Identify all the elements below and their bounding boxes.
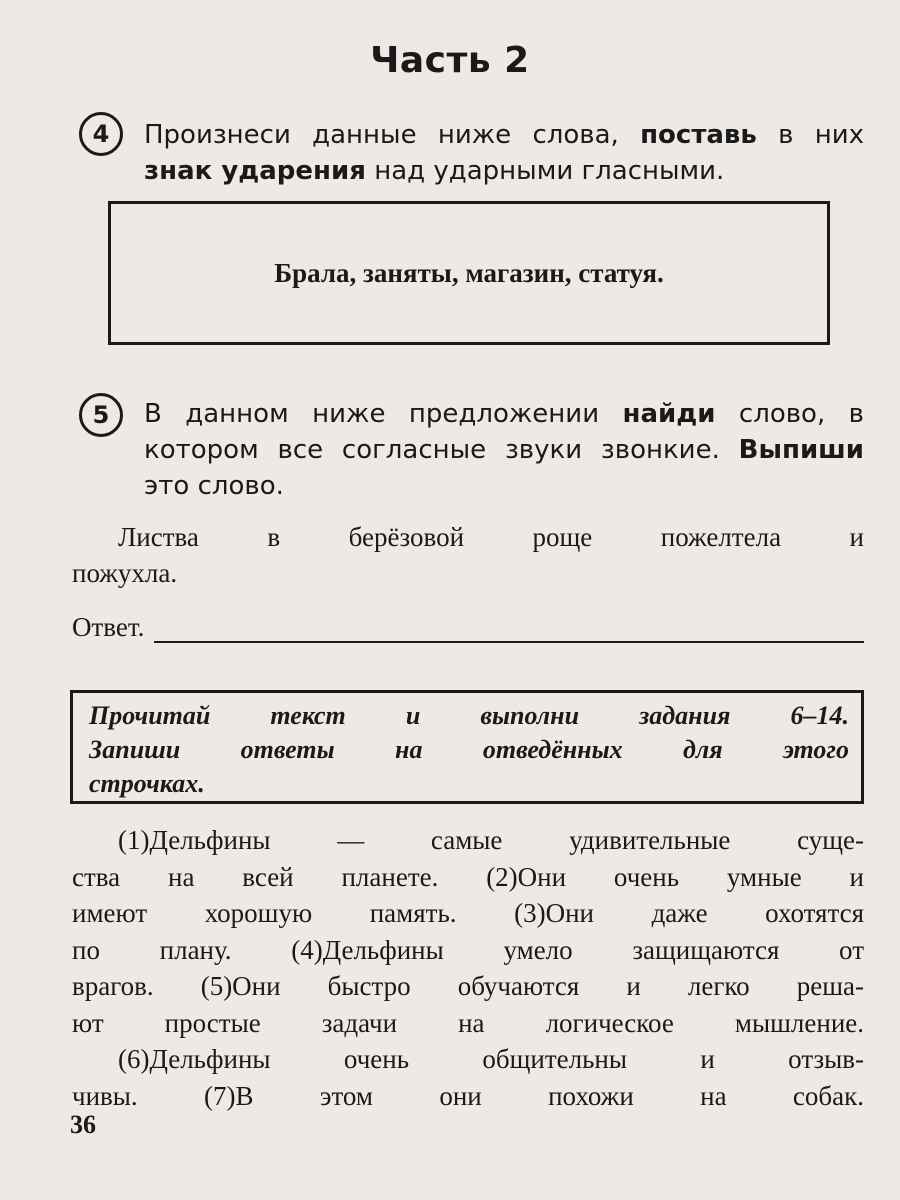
answer-label: Ответ. [72,612,145,642]
task-4-number: 4 [79,112,123,156]
text: в них [756,120,864,150]
instruction-line-2: Запиши ответы на отведённых для этого [89,735,849,764]
task-5-line-1 [144,396,864,432]
instruction-box [70,690,864,804]
task-5-sentence [72,519,864,591]
sentence-line-2: пожухла. [72,558,178,588]
text: Произнеси данные ниже слова, [144,120,641,150]
task-5-line-2 [144,432,864,468]
text-line: (1)Дельфины — самые удивительные суще- [118,825,864,855]
task-4-line-2 [144,153,864,189]
answer-line[interactable] [154,613,864,643]
text: слово, в [715,399,864,429]
task-5-line-3 [144,468,864,504]
text-line: (6)Дельфины очень общительны и отзыв- [118,1044,864,1074]
text: это слово. [144,471,284,501]
text-line: врагов. (5)Они быстро обучаются и легко реша- [72,971,864,1001]
task-5-number: 5 [79,393,123,437]
text-line: ют простые задачи на логическое мышление. [72,1007,864,1038]
emphasis: Выпиши [738,435,864,465]
page-number: 36 [70,1110,96,1139]
text: котором все согласные звуки звонкие. [144,435,739,465]
text: В данном ниже предложении [144,399,623,429]
sentence-line-1: Листва в берёзовой роще пожелтела и [118,522,864,552]
task-5-text [144,396,864,504]
instruction-line-3: строчках. [89,769,205,798]
text-line: по плану. (4)Дельфины умело защищаются от [72,934,864,965]
task-4-text [144,117,864,189]
reading-text [72,822,864,1114]
task-4-line-1 [144,117,864,153]
emphasis: найди [622,399,716,429]
answer-row [72,607,864,643]
emphasis: знак ударения [144,156,366,186]
text: над ударными гласными. [365,156,725,186]
instruction-line-1: Прочитай текст и выполни задания 6–14. [89,701,849,730]
text-line: имеют хорошую память. (3)Они даже охотятся [72,898,864,928]
text-line: чивы. (7)В этом они похожи на собак. [72,1080,864,1111]
text-line: ства на всей планете. (2)Они очень умные и [72,861,864,892]
emphasis: поставь [640,120,757,150]
task-4-word-box: Брала, заняты, магазин, статуя. [108,201,830,345]
part-title: Часть 2 [370,40,530,81]
